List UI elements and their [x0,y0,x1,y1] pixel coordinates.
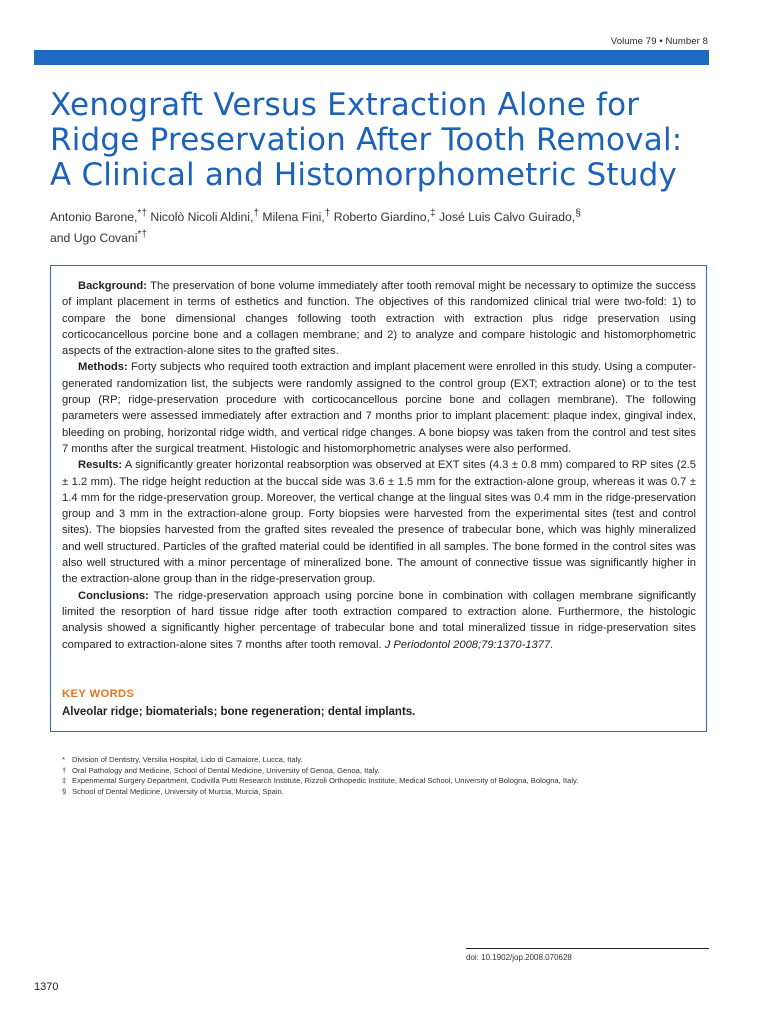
issue-info: Volume 79 • Number 8 [610,36,708,47]
author-affiliation-mark: *† [137,229,148,241]
author-affiliation-mark: † [324,208,331,219]
author-affiliation-mark: § [575,208,581,219]
footnote-text: School of Dental Medicine, University of Murcia, Murcia, Spain. [72,786,284,796]
author-name: José Luis Calvo Guirado, [435,210,576,225]
author-name: Antonio Barone, [50,210,138,225]
page-number: 1370 [34,981,59,993]
abstract-conclusions [62,588,696,653]
author-name: Nicolò Nicoli Aldini, [147,210,254,225]
footnote [62,766,722,777]
section-label: Conclusions: [78,589,149,602]
abstract-methods [62,359,696,457]
header-color-bar [34,50,709,65]
key-words: Alveolar ridge; biomaterials; bone regeneration; dental implants. [62,706,416,718]
author-name: Milena Fini, [259,210,325,225]
key-words-heading: KEY WORDS [62,688,135,700]
section-text: The ridge-preservation approach using porcine bone in combination with collagen membrane significantly limited the resorption of hard tissue ridge after tooth extraction compared to extraction alone. Furthermore, the histologic analysis showed a significantly higher percentage of trabecular bone and total mineralized tissue in ridge-preservation sites compared to extraction-alone sites 7 months after tooth removal. [62,589,697,651]
footnote-symbol: * [62,755,65,764]
title-line: Ridge Preservation After Tooth Removal: [50,122,683,158]
affiliation-footnotes [62,755,722,797]
title-line: Xenograft Versus Extraction Alone for [50,87,640,123]
doi-divider [466,948,709,949]
footnote-text: Oral Pathology and Medicine, School of Dental Medicine, University of Genoa, Genoa, Italy. [72,765,380,775]
section-text: The preservation of bone volume immediately after tooth removal might be necessary to optimize the success of implant placement in terms of esthetics and function. The objectives of this randomized clinical trial were two-fold: 1) to compare the bone dimensional changes following tooth extraction with extraction plus ridge preservation using corticocancellous porcine bone and a collagen membrane; and 2) to analyze and compare histologic and histomorphometric aspects of the extraction-alone sites to the grafted sites. [62,280,697,358]
footnote [62,776,722,787]
abstract-text [62,278,696,653]
author-list [50,205,715,247]
article-title [50,88,730,193]
section-label: Methods: [78,361,128,374]
journal-citation: J Periodontol 2008;79:1370-1377. [384,638,554,651]
footnote-text: Division of Dentistry, Versilia Hospital, Lido di Camaiore, Lucca, Italy. [72,755,303,764]
abstract-background [62,278,696,359]
author-affiliation-mark: ‡ [429,208,436,219]
footnote-text: Experimental Surgery Department, Codivilla Putti Research Institute, Rizzoli Orthopedic Institute, Medical School, University of Bologna, Bologna, Italy. [72,776,579,786]
abstract-box [50,265,707,732]
section-text: A significantly greater horizontal reabsorption was observed at EXT sites (4.3 ± 0.8 mm) compared to RP sites (2.5 ± 1.2 mm). The ridge height reduction at the buccal side was 3.6 ± 1.5 mm for the extraction-alone group, whereas it was 0.7 ± 1.4 mm for the ridge-preservation group. Moreover, the vertical change at the lingual sites was 0.4 mm in the ridge-preservation group and 3 mm in the extraction-alone group. Forty biopsies were harvested from the experimental sites (test and control sites). The biopsies harvested from the grafted sites revealed the presence of trabecular bone, which was highly mineralized and well structured. Particles of the grafted material could be identified in all samples. The bone formed in the control sites was also well structured with a minor percentage of mineralized bone. The amount of connective tissue was significantly higher in the extraction-alone group than in the ridge-preservation group. [62,459,696,586]
footnote-symbol: † [62,765,67,775]
author-name: and Ugo Covani [50,231,138,246]
section-label: Results: [78,459,123,472]
footnote-symbol: ‡ [62,776,67,786]
section-label: Background: [78,280,147,292]
title-line: A Clinical and Histomorphometric Study [50,157,678,193]
abstract-results [62,457,696,587]
author-affiliation-mark: *† [137,208,148,219]
footnote [62,787,722,798]
section-text: Forty subjects who required tooth extraction and implant placement were enrolled in this study. Using a computer-generated randomization list, the subjects were randomly assigned to the control group (EXT; extraction alone) or to the test group (RP; ridge-preservation procedure with corticocancellous porcine bone and collagen membrane). The following parameters were assessed immediately after extraction and 7 months prior to implant placement: plaque index, gingival index, bleeding on probing, horizontal ridge width, and vertical ridge changes. A bone biopsy was taken from the control and test sites 7 months after the surgical treatment. Histologic and histomorphometric analyses were also performed. [62,361,697,455]
author-affiliation-mark: † [253,208,260,219]
footnote-symbol: § [62,786,67,796]
footnote [62,755,722,766]
author-name: Roberto Giardino, [330,210,430,225]
doi-text: doi: 10.1902/jop.2008.070628 [466,953,572,962]
